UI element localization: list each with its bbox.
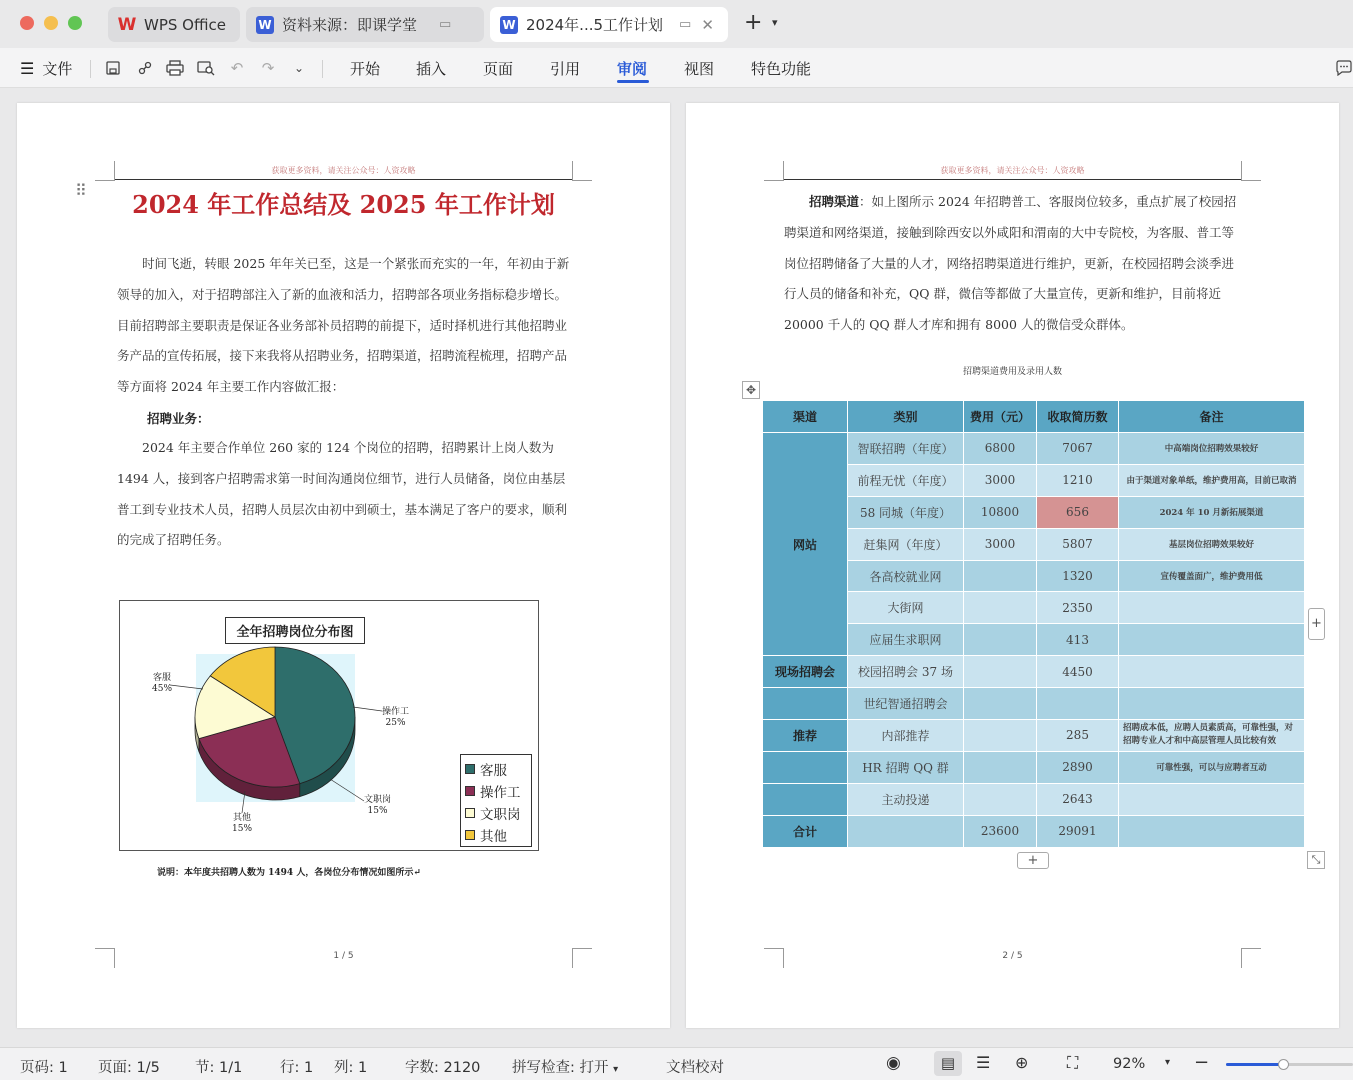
table-total-row[interactable] <box>763 815 1305 847</box>
window-icon[interactable]: ▭ <box>679 17 692 32</box>
header-line <box>784 179 1241 180</box>
tab-wps-office[interactable] <box>108 7 240 42</box>
total-resumes-cell: 29091 <box>1037 815 1119 847</box>
chevron-down-icon[interactable]: ⌄ <box>293 61 305 75</box>
add-row-icon[interactable]: + <box>1017 852 1049 869</box>
group-cell-empty <box>763 688 848 720</box>
category-cell: 内部推荐 <box>848 720 964 752</box>
group-cell-onsite: 现场招聘会 <box>763 656 848 688</box>
category-cell: 校园招聘会 37 场 <box>848 656 964 688</box>
fee-cell <box>964 560 1037 592</box>
group-cell-referral: 推荐 <box>763 720 848 752</box>
total-fee-cell: 23600 <box>964 815 1037 847</box>
status-row[interactable]: 行: 1 <box>280 1060 314 1076</box>
legend-item: 文职岗 <box>465 802 527 824</box>
document-page-2[interactable] <box>686 103 1339 1028</box>
fee-cell <box>964 592 1037 624</box>
resumes-cell: 2890 <box>1037 751 1119 783</box>
remark-cell: 招聘成本低，应聘人员素质高，可靠性强，对招聘专业人才和中高层管理人员比较有效 <box>1119 720 1305 752</box>
new-tab-icon[interactable]: + <box>744 10 763 35</box>
col-header-category: 类别 <box>848 401 964 433</box>
category-cell: 应届生求职网 <box>848 624 964 656</box>
col-header-remarks: 备注 <box>1119 401 1305 433</box>
title-bar <box>0 0 1353 48</box>
pie-label-other: 其他 15% <box>232 813 253 834</box>
zoom-level[interactable]: 92% <box>1113 1056 1146 1072</box>
save-icon[interactable] <box>102 57 124 79</box>
legend-swatch <box>465 830 475 840</box>
fee-cell <box>964 656 1037 688</box>
menu-insert[interactable]: 插入 <box>416 59 447 78</box>
zoom-slider-thumb[interactable] <box>1278 1059 1289 1070</box>
outline-view-icon[interactable]: ☰ <box>976 1053 991 1072</box>
fee-cell <box>964 783 1037 815</box>
window-icon[interactable]: ▭ <box>439 17 452 32</box>
divider <box>90 60 91 78</box>
writer-doc-icon: W <box>256 16 274 34</box>
channel-paragraph <box>784 187 1241 341</box>
tab-label: 资料来源：即课学堂 <box>282 16 418 34</box>
tab-label: 2024年...5工作计划 <box>526 16 664 34</box>
add-column-icon[interactable]: + <box>1308 608 1325 640</box>
resumes-cell <box>1037 688 1119 720</box>
fee-cell: 3000 <box>964 528 1037 560</box>
comment-icon[interactable] <box>1333 57 1353 79</box>
pie-label-operator: 操作工 25% <box>382 707 410 728</box>
resumes-cell: 7067 <box>1037 433 1119 465</box>
pie-label-customer-service: 客服 45% <box>152 673 173 694</box>
resumes-cell: 1320 <box>1037 560 1119 592</box>
table-header-row <box>763 401 1305 433</box>
redo-icon[interactable]: ↷ <box>261 59 275 77</box>
legend-item: 其他 <box>465 824 527 846</box>
status-bar <box>0 1047 1353 1080</box>
remark-cell <box>1119 815 1305 847</box>
table-row[interactable] <box>763 656 1305 688</box>
margin-corner <box>1241 161 1261 181</box>
document-workspace[interactable] <box>0 89 1353 1047</box>
fee-cell <box>964 720 1037 752</box>
close-tab-icon[interactable]: ✕ <box>701 15 714 34</box>
category-cell: 赶集网（年度） <box>848 528 964 560</box>
zoom-out-button[interactable]: − <box>1194 1052 1210 1073</box>
category-cell: 58 同城（年度） <box>848 496 964 528</box>
resumes-cell: 1210 <box>1037 464 1119 496</box>
file-menu[interactable] <box>20 56 72 80</box>
status-section[interactable]: 节: 1/1 <box>195 1060 243 1076</box>
chart-caption: 说明：本年度共招聘人数为 1494 人，各岗位分布情况如图所示↵ <box>157 868 421 878</box>
table-move-icon[interactable]: ✥ <box>742 381 760 399</box>
category-cell: 前程无忧（年度） <box>848 464 964 496</box>
table-row[interactable] <box>763 720 1305 752</box>
chart-title: 全年招聘岗位分布图 <box>225 617 365 644</box>
web-view-icon[interactable]: ⊕ <box>1015 1053 1029 1072</box>
legend-swatch <box>465 764 475 774</box>
undo-icon[interactable]: ↶ <box>230 59 244 77</box>
legend-swatch <box>465 808 475 818</box>
pie-label-clerical: 文职岗 15% <box>364 795 392 816</box>
fit-page-icon[interactable]: ⛶ <box>1067 1053 1079 1072</box>
fee-cell <box>964 751 1037 783</box>
margin-corner <box>764 161 784 181</box>
fee-cell: 3000 <box>964 464 1037 496</box>
chart-legend <box>460 754 532 847</box>
remark-cell <box>1119 688 1305 720</box>
status-page-code[interactable]: 页码: 1 <box>20 1060 68 1076</box>
category-cell: 各高校就业网 <box>848 560 964 592</box>
remark-cell <box>1119 624 1305 656</box>
header-line <box>115 179 572 180</box>
zoom-window-button[interactable] <box>68 16 82 30</box>
tab-label: WPS Office <box>144 15 226 34</box>
print-preview-icon[interactable] <box>195 57 217 79</box>
status-col[interactable]: 列: 1 <box>334 1060 368 1076</box>
writer-doc-icon: W <box>500 16 518 34</box>
chevron-down-icon[interactable]: ▾ <box>772 16 778 29</box>
group-cell-empty <box>763 783 848 815</box>
category-cell: 世纪智通招聘会 <box>848 688 964 720</box>
legend-item: 客服 <box>465 758 527 780</box>
margin-corner <box>95 161 115 181</box>
tab-document-source[interactable] <box>246 7 484 42</box>
table-row[interactable] <box>763 433 1305 465</box>
channel-body: ：如上图所示 2024 年招聘普工、客服岗位较多，重点扩展了校园招聘渠道和网络渠道，接触到除西安以外咸阳和渭南的大中专院校，为客服、普工等岗位招聘储备了大量的人才，网络招聘渠道进行维护，更新，在校园招聘会淡季进行人员的储备和补充，QQ 群，微信等都做了大量宣传，更新和维护，目前将近 20000 千人的 QQ 群人才库和拥有 8000 人的微信受众群体。 <box>784 194 1237 333</box>
col-header-channel: 渠道 <box>763 401 848 433</box>
zoom-slider-fill <box>1226 1063 1284 1066</box>
legend-swatch <box>465 786 475 796</box>
menu-view[interactable]: 视图 <box>684 59 715 78</box>
remark-cell: 宣传覆盖面广，维护费用低 <box>1119 560 1305 592</box>
close-window-button[interactable] <box>20 16 34 30</box>
menu-review[interactable]: 审阅 <box>617 59 648 78</box>
remark-cell: 可靠性强，可以与应聘者互动 <box>1119 751 1305 783</box>
remark-cell <box>1119 783 1305 815</box>
table-row[interactable] <box>763 688 1305 720</box>
chevron-down-icon[interactable]: ▾ <box>1165 1057 1171 1068</box>
leader-line-operator <box>353 707 382 711</box>
fee-cell: 6800 <box>964 433 1037 465</box>
page-view-icon[interactable]: ▤ <box>934 1051 962 1076</box>
document-title: 2024 年工作总结及 2025 年工作计划 <box>132 190 555 219</box>
divider <box>322 60 323 78</box>
table-row[interactable] <box>763 751 1305 783</box>
page-header-note: 获取更多资料，请关注公众号：人资攻略 <box>940 166 1085 175</box>
menu-references[interactable]: 引用 <box>550 59 581 78</box>
drag-handle-icon[interactable]: ⠿ <box>75 181 85 200</box>
resumes-cell: 413 <box>1037 624 1119 656</box>
resumes-cell: 285 <box>1037 720 1119 752</box>
category-cell: 智联招聘（年度） <box>848 433 964 465</box>
resumes-cell: 4450 <box>1037 656 1119 688</box>
status-pages[interactable]: 页面: 1/5 <box>98 1060 160 1076</box>
pie-chart[interactable] <box>119 600 539 851</box>
channel-heading: 招聘渠道 <box>809 194 860 209</box>
col-header-resumes: 收取简历数 <box>1037 401 1119 433</box>
resumes-cell: 2643 <box>1037 783 1119 815</box>
recruitment-channel-table[interactable] <box>762 400 1305 848</box>
remark-cell: 基层岗位招聘效果较好 <box>1119 528 1305 560</box>
zoom-slider[interactable] <box>1226 1063 1353 1066</box>
group-cell-empty <box>763 751 848 783</box>
reading-mode-icon[interactable]: ◉ <box>886 1053 901 1073</box>
remark-cell: 中高端岗位招聘效果较好 <box>1119 433 1305 465</box>
margin-corner <box>572 161 592 181</box>
wps-logo-icon: W <box>117 14 137 35</box>
section-paragraph: 2024 年主要合作单位 260 家的 124 个岗位的招聘，招聘累计上岗人数为 1494 人，接到客户招聘需求第一时间沟通岗位细节，进行人员储备，岗位由基层普工到专业技术人员，招聘人员层次由初中到硕士，基本满足了客户的要求，顺利的完成了招聘任务。 <box>117 440 568 548</box>
section-heading: 招聘业务： <box>147 411 210 426</box>
resumes-cell-highlighted: 656 <box>1037 496 1119 528</box>
category-cell: 大街网 <box>848 592 964 624</box>
resize-table-icon[interactable]: ⤡ <box>1307 851 1325 869</box>
print-icon[interactable] <box>164 57 186 79</box>
category-cell: HR 招聘 QQ 群 <box>848 751 964 783</box>
intro-paragraph: 时间飞逝，转眼 2025 年年关已至，这是一个紧张而充实的一年，年初由于新领导的加入，对于招聘部注入了新的血液和活力，招聘部各项业务指标稳步增长。目前招聘部主要职责是保证各业务部补员招聘的前提下，适时择机进行其他招聘业务产品的宣传拓展，接下来我将从招聘业务，招聘渠道，招聘流程梳理，招聘产品等方面将 2024 年主要工作内容做汇报： <box>117 256 570 395</box>
table-row[interactable] <box>763 783 1305 815</box>
fee-cell <box>964 688 1037 720</box>
active-menu-indicator <box>617 80 649 83</box>
group-cell-total: 合计 <box>763 815 848 847</box>
resumes-cell: 2350 <box>1037 592 1119 624</box>
remark-cell <box>1119 656 1305 688</box>
remark-cell <box>1119 592 1305 624</box>
col-header-fee: 费用（元） <box>964 401 1037 433</box>
remark-cell: 由于渠道对象单纸，维护费用高，目前已取消 <box>1119 464 1305 496</box>
fee-cell <box>964 624 1037 656</box>
menu-home[interactable]: 开始 <box>350 59 381 78</box>
page-header-note: 获取更多资料，请关注公众号：人资攻略 <box>271 166 416 175</box>
category-cell <box>848 815 964 847</box>
page-number: 1 / 5 <box>333 951 354 961</box>
minimize-window-button[interactable] <box>44 16 58 30</box>
category-cell: 主动投递 <box>848 783 964 815</box>
legend-item: 操作工 <box>465 780 527 802</box>
menu-page[interactable]: 页面 <box>483 59 514 78</box>
spell-check-toggle[interactable]: 拼写检查: 打开 ▾ <box>512 1060 619 1076</box>
chevron-down-icon: ▾ <box>613 1064 619 1075</box>
resumes-cell: 5807 <box>1037 528 1119 560</box>
document-page-1[interactable] <box>17 103 670 1028</box>
fee-cell: 10800 <box>964 496 1037 528</box>
page-number: 2 / 5 <box>1002 951 1023 961</box>
file-menu-label: 文件 <box>42 59 73 78</box>
remark-cell: 2024 年 10 月新拓展渠道 <box>1119 496 1305 528</box>
share-link-icon[interactable] <box>134 57 156 79</box>
tab-active-document[interactable] <box>490 7 728 42</box>
table-caption: 招聘渠道费用及录用人数 <box>962 367 1062 377</box>
group-cell-website: 网站 <box>763 433 848 656</box>
document-proofread-button[interactable]: 文档校对 <box>666 1060 724 1076</box>
status-word-count[interactable]: 字数: 2120 <box>405 1060 481 1076</box>
main-toolbar <box>0 48 1353 88</box>
menu-special-features[interactable]: 特色功能 <box>751 59 812 78</box>
menu-icon: ☰ <box>20 58 35 78</box>
